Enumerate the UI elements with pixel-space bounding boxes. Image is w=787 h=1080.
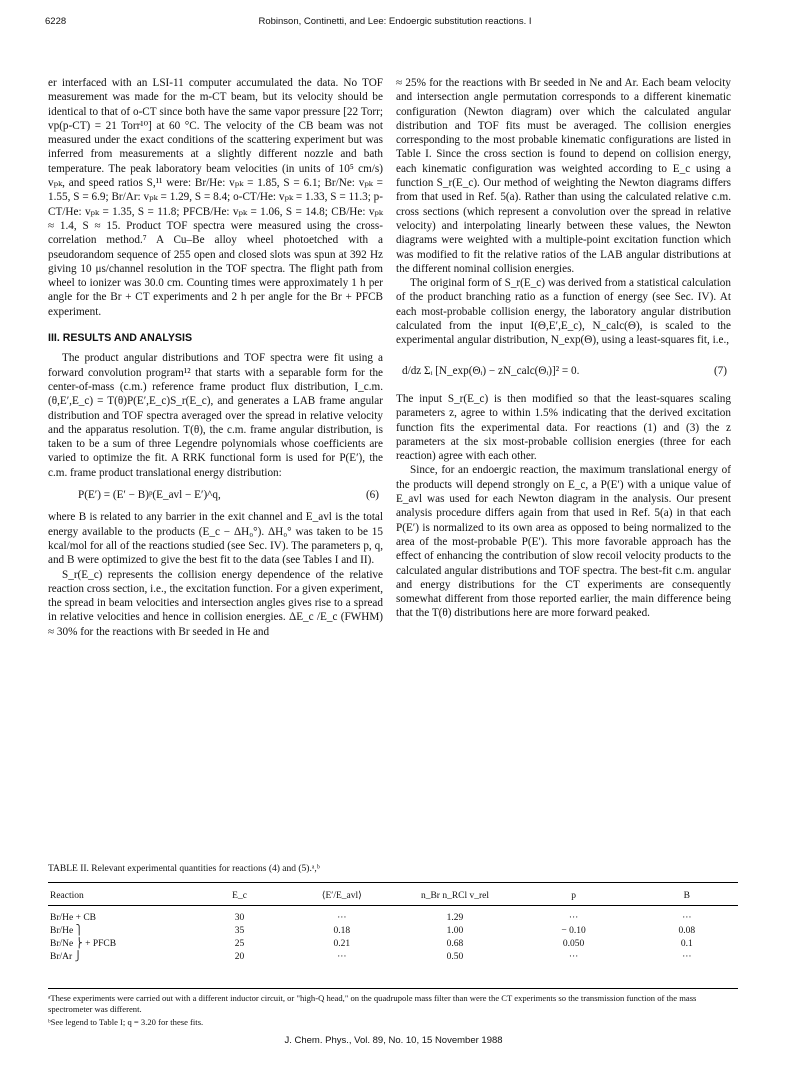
table-cell: Br/Ar ⎭ bbox=[50, 952, 82, 962]
table-cell: 0.1 bbox=[680, 938, 693, 949]
paragraph: The product angular distributions and TOF spectra were fit using a forward convolution program¹² that starts with a separable form for the center-of-mass (c.m.) reference frame product flux distribution, I_c.m.(θ,E′,E_c) = T(θ)P(E′,E_c)S_r(E_c), and generates a LAB frame angular distribution and TOF spectra averaged over the spread in relative velocity and the apparatus resolution. T(θ), the c.m. frame angular distribution, is taken to be a sum of three Legendre polynomials whose coefficients are varied to optimize the fit. A RRK functional form is used for P(E′), the c.m. frame product translational energy distribution: bbox=[48, 352, 383, 479]
section-heading: III. RESULTS AND ANALYSIS bbox=[48, 332, 193, 345]
equation-7 bbox=[396, 364, 731, 378]
table-cell: Br/Ne ⎬ + PFCB bbox=[50, 939, 117, 949]
paragraph: Since, for an endoergic reaction, the maximum translational energy of the products will depend strongly on E_c, a P(E′) with a unique value of E_avl was used for each Newton diagram in the analysis. Our present analysis procedure differs again from that used in Ref. 5(a) in that each P(E′) is normalized to its own area as opposed to being normalized to the area of the most-probable P(E′). This more favorable approach has the effect of enhancing the contribution of slow recoil velocity products to the calculated angular distributions and TOF spectra. The best-fit c.m. angular and energy distributions for the CT experiments are consequently somewhat different from those reported earlier, the main difference being that the T(θ) distributions here are more forward peaked. bbox=[396, 464, 731, 620]
running-title: Robinson, Continetti, and Lee: Endoergic substitution reactions. I bbox=[258, 16, 532, 27]
table-row bbox=[48, 937, 738, 950]
table-cell: Br/He + CB bbox=[50, 912, 96, 923]
table-cell: 0.050 bbox=[562, 938, 585, 949]
column-header: B bbox=[683, 890, 690, 901]
paragraph: S_r(E_c) represents the collision energy dependence of the relative reaction cross section, i.e., the excitation function. For a given experiment, the spread in beam velocities and intersection angles gives rise to a spread in relative velocities and hence in collision energies. ΔE_c /E_c (FWHM) ≈ 30% for the reactions with Br seeded in He and bbox=[48, 568, 383, 638]
table-cell: ··· bbox=[568, 912, 579, 923]
table-row bbox=[48, 906, 738, 925]
table-row bbox=[48, 950, 738, 963]
table-footnote-b: ᵇSee legend to Table I; q = 3.20 for these fits. bbox=[48, 1017, 204, 1027]
column-header: ⟨E′/E_avl⟩ bbox=[321, 891, 362, 901]
table-cell: ··· bbox=[682, 912, 692, 923]
page-number: 6228 bbox=[45, 16, 67, 27]
left-column bbox=[48, 76, 383, 639]
paragraph: The original form of S_r(E_c) was derived from a statistical calculation of the product branching ratio as a function of energy (see Sec. IV). At each most-probable collision energy, the laboratory angular distribution calculated from the input I(Θ,E′,E_c), N_calc(Θ), is scaled to the experimental angular distribution, N_exp(Θ), using a least-squares fit, i.e., bbox=[396, 277, 731, 347]
table-cell: − 0.10 bbox=[561, 925, 586, 936]
paragraph: The input S_r(E_c) is then modified so that the least-squares scaling parameters z, agree to within 1.5% indicating that the derived excitation function fits the experimental data. For reactions (1) and (3) the z parameters at the six most-probable collision energies (three for each reaction) agree with each other. bbox=[396, 392, 731, 463]
column-header: Reaction bbox=[50, 890, 84, 901]
journal-citation: J. Chem. Phys., Vol. 89, No. 10, 15 November 1988 bbox=[284, 1035, 503, 1046]
table-caption: TABLE II. Relevant experimental quantities for reactions (4) and (5).ᵃ,ᵇ bbox=[48, 864, 320, 874]
paragraph: er interfaced with an LSI-11 computer accumulated the data. No TOF measurement was made for the m-CT beam, but its velocity should be identical to that of o-CT since both have the same vapor pressure [22 Torr; vp(p-CT) = 21 Torr¹⁰] at 60 °C. The velocity of the CB beam was not measured under the exact conditions of the scattering experiment but was inferred from measurements at a slightly different nozzle and bath temperature. The peak laboratory beam velocities (in units of 10⁵ cm/s) vₚₖ, and speed ratios S,¹¹ were: Br/He: vₚₖ = 1.85, S = 6.1; Br/Ne: vₚₖ = 1.55, S = 6.9; Br/Ar: vₚₖ = 1.29, S = 8.4; o-CT/He: vₚₖ = 1.33, S = 11.3; p-CT/He: vₚₖ = 1.35, S = 11.8; PFCB/He: vₚₖ = 1.06, S = 14.8; CB/He: vₚₖ ≈ 1.4, S ≈ 15. Product TOF spectra were measured using the cross-correlation method.⁷ A Cu–Be alloy wheel photoetched with a pseudorandom sequence of 255 open and closed slots was spun at 392 Hz giving 10 μs/channel resolution in the TOF spectra. The flight path from wheel to ionizer was 30.0 cm. Counting times were approximately 1 h per angle for the Br + CT experiments and 2 h per angle for the Br + PFCB experiment. bbox=[48, 77, 383, 318]
table-cell: 0.18 bbox=[333, 925, 351, 936]
equation-text: P(E′) = (E′ − B)ᵖ(E_avl − E′)^q, bbox=[78, 489, 221, 502]
table-cell: 0.08 bbox=[678, 925, 696, 936]
table-cell: 1.29 bbox=[446, 912, 464, 923]
table-cell: ··· bbox=[568, 951, 579, 962]
data-table bbox=[48, 882, 738, 963]
table-cell: 35 bbox=[234, 925, 245, 936]
table-cell: ··· bbox=[337, 951, 347, 962]
equation-number: (6) bbox=[365, 489, 379, 502]
paragraph: ≈ 25% for the reactions with Br seeded in Ne and Ar. Each beam velocity and intersection angle permutation corresponds to a different kinematic configuration (Newton diagram) over which the calculated angular distribution and TOF fits must be averaged. The collision energies corresponding to the most probable kinematic configurations are listed in Table I. Since the cross section is found to depend on collision energy, each kinematic configuration was weighted according to E_c using a function S_r(E_c). Our method of weighting the Newton diagrams differs from that used in Ref. 5(a). Rather than using the calculated relative c.m. cross sections (which represent a convolution over the spread in relative velocity) and interpolating linearly between these values, the Newton diagrams were weighted with a multiple-point excitation function which was modified to fit the relative ratios of the LAB angular distributions at the different nominal collision energies. bbox=[396, 77, 731, 275]
table-bottom-rule bbox=[48, 988, 738, 989]
column-header: n_Br n_RCl v_rel bbox=[420, 890, 490, 901]
table-cell: ··· bbox=[682, 951, 692, 962]
table-row bbox=[48, 924, 738, 937]
paragraph: where B is related to any barrier in the exit channel and E_avl is the total energy available to the products (E_c − ΔH₀°). ΔH₀° was taken to be 15 kcal/mol for all of the reactions studied (see Sec. IV). The parameters p, q, and B were optimized to give the best fit to the data (see Tables I and II). bbox=[48, 511, 383, 567]
table-cell: ··· bbox=[337, 912, 347, 923]
column-header: E_c bbox=[232, 890, 247, 901]
table-cell: 0.21 bbox=[333, 938, 351, 949]
right-column bbox=[396, 76, 731, 621]
table-footnote-a: ᵃThese experiments were carried out with a different inductor circuit, or "high-Q head," on the quadrupole mass filter than were the CT experiments so the transmission function of the mass spectrometer was different. bbox=[48, 993, 697, 1014]
table-cell: Br/He ⎫ bbox=[50, 926, 83, 936]
page-header bbox=[45, 16, 745, 30]
table-cell: 1.00 bbox=[446, 925, 464, 936]
equation-6 bbox=[48, 488, 383, 502]
table-cell: 20 bbox=[234, 951, 245, 962]
table-cell: 0.68 bbox=[446, 938, 464, 949]
table-cell: 0.50 bbox=[446, 951, 464, 962]
equation-number: (7) bbox=[713, 364, 727, 377]
equation-text: d/dz Σᵢ [N_exp(Θᵢ) − zN_calc(Θᵢ)]² = 0. bbox=[402, 364, 580, 377]
table-cell: 30 bbox=[234, 912, 245, 923]
table-cell: 25 bbox=[234, 938, 245, 949]
column-header: p bbox=[571, 890, 576, 901]
